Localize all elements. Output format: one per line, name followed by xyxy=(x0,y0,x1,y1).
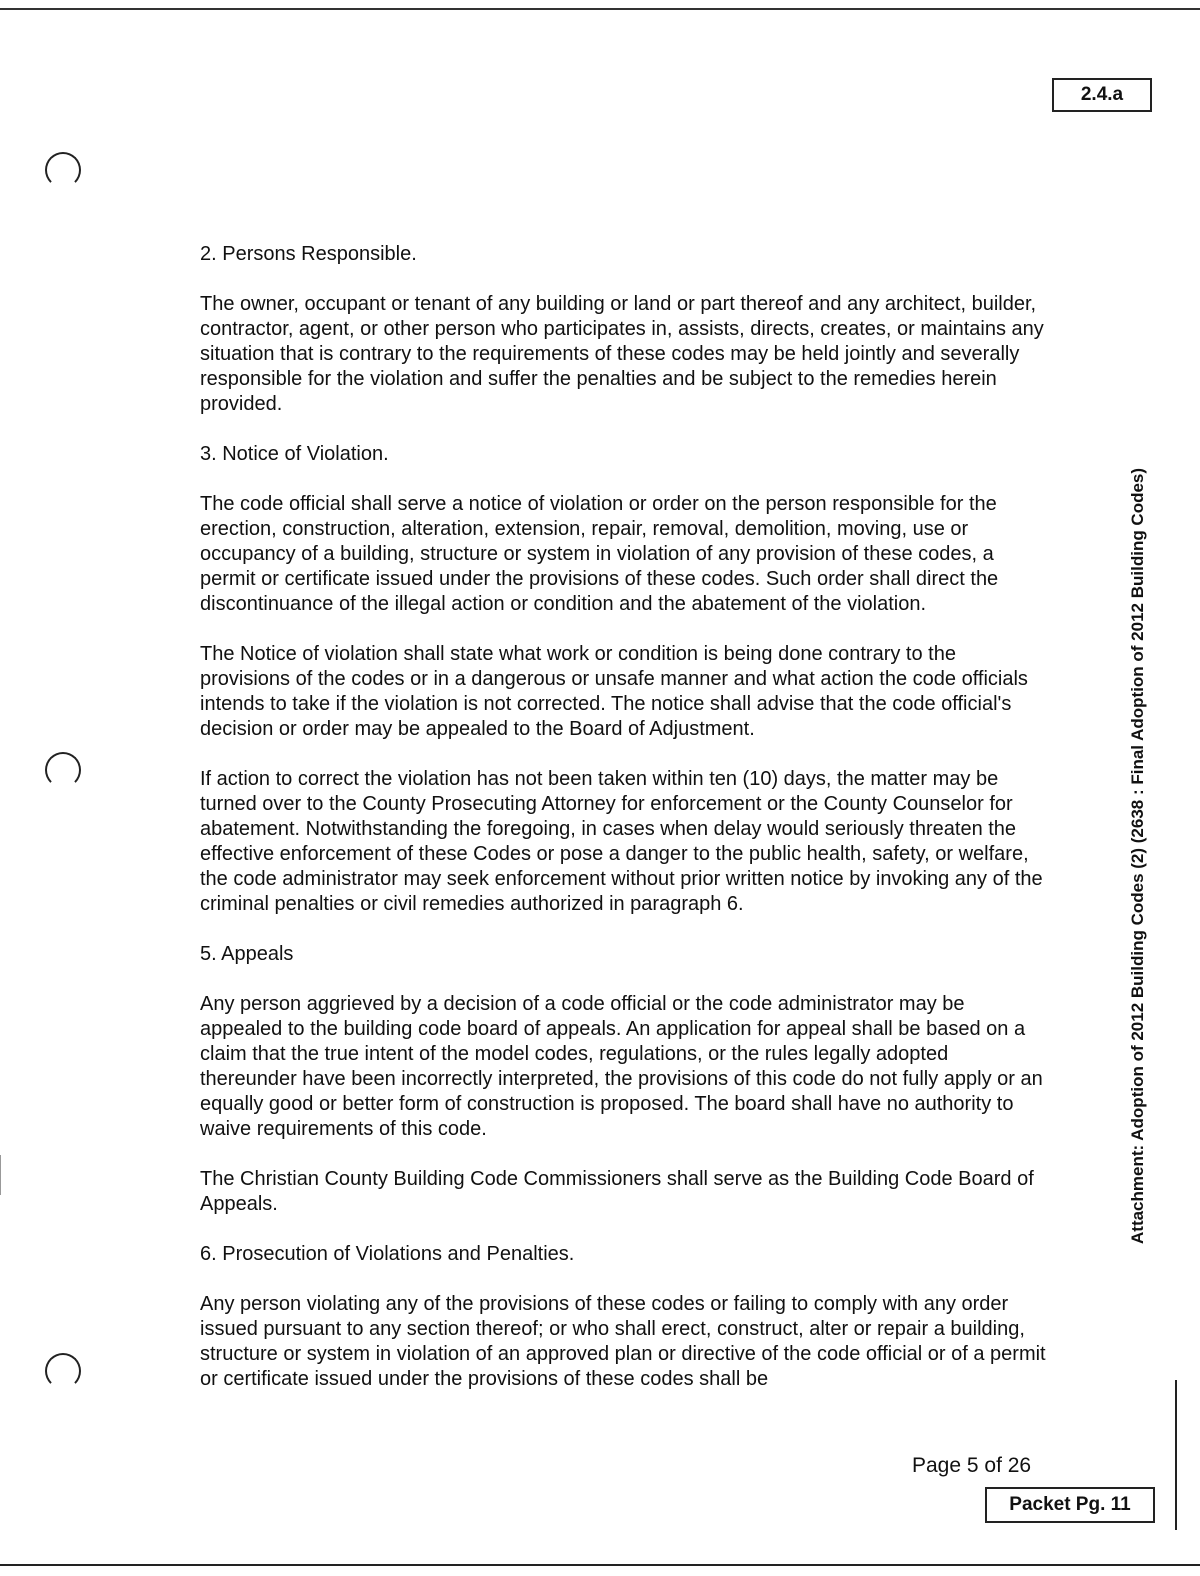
paragraph: The owner, occupant or tenant of any building or land or part thereof and any architect, builder, contractor, agent, or other person who participates in, assists, directs, creates, or maintains any situation that is contrary to the requirements of these codes may be held jointly and severally responsible for the violation and suffer the penalties and be subject to the remedies herein provided. xyxy=(200,293,1044,415)
item-reference: 2.4.a xyxy=(1080,84,1124,105)
document-body xyxy=(200,242,1050,1417)
section-heading: 2. Persons Responsible. xyxy=(200,243,417,265)
packet-page: Packet Pg. 11 xyxy=(1009,1494,1131,1515)
attachment-side-label-container xyxy=(1126,378,1150,1244)
packet-page-box xyxy=(985,1487,1155,1523)
paragraph: Any person violating any of the provisions of these codes or failing to comply with any order issued pursuant to any section thereof; or who shall erect, construct, alter or repair a building, structure or system in violation of an approved plan or directive of the code official or of a permit or certificate issued under the provisions of these codes shall be xyxy=(200,1293,1046,1390)
paragraph: Any person aggrieved by a decision of a code official or the code administrator may be appealed to the building code board of appeals. An application for appeal shall be based on a claim that the true intent of the model codes, regulations, or the rules legally adopted thereunder have been incorrectly interpreted, the provisions of this code do not fully apply or an equally good or better form of construction is proposed. The board shall have no authority to waive requirements of this code. xyxy=(200,993,1043,1140)
item-reference-box xyxy=(1052,78,1152,112)
paragraph: If action to correct the violation has not been taken within ten (10) days, the matter may be turned over to the County Prosecuting Attorney for enforcement or the County Counselor for abatement. Notwithstanding the foregoing, in cases when delay would seriously threaten the effective enforcement of these Codes or pose a danger to the public health, safety, or welfare, the code administrator may seek enforcement without prior written notice by invoking any of the criminal penalties or civil remedies authorized in paragraph 6. xyxy=(200,768,1043,915)
paragraph: The Notice of violation shall state what work or condition is being done contrary to the provisions of the codes or in a dangerous or unsafe manner and what action the code officials intends to take if the violation is not corrected. The notice shall advise that the code official's decision or order may be appealed to the Board of Adjustment. xyxy=(200,643,1028,740)
paragraph: The Christian County Building Code Commissioners shall serve as the Building Code Board of Appeals. xyxy=(200,1168,1034,1215)
section-heading: 6. Prosecution of Violations and Penalties. xyxy=(200,1243,575,1265)
bottom-rule xyxy=(0,1564,1200,1566)
section-persons-responsible xyxy=(200,242,1050,417)
section-appeals xyxy=(200,942,1050,1217)
section-heading: 3. Notice of Violation. xyxy=(200,443,389,465)
binder-hole-icon xyxy=(45,752,81,788)
attachment-side-label: Attachment: Adoption of 2012 Building Codes (2) (2638 : Final Adoption of 2012 Building Codes) xyxy=(1128,467,1147,1244)
paragraph: The code official shall serve a notice of violation or order on the person responsible for the erection, construction, alteration, extension, repair, removal, demolition, moving, use or occupancy of a building, structure or system in violation of any provision of these codes, a permit or certificate issued under the provisions of these codes. Such order shall direct the discontinuance of the illegal action or condition and the abatement of the violation. xyxy=(200,493,999,615)
right-margin-bar xyxy=(1175,1380,1177,1530)
section-prosecution xyxy=(200,1242,1050,1392)
section-heading: 5. Appeals xyxy=(200,943,294,965)
left-margin-mark xyxy=(0,1155,1,1195)
binder-hole-icon xyxy=(45,152,81,188)
section-notice-of-violation xyxy=(200,442,1050,917)
page-number: Page 5 of 26 xyxy=(912,1454,1032,1477)
top-rule xyxy=(0,8,1200,10)
binder-hole-icon xyxy=(45,1353,81,1389)
